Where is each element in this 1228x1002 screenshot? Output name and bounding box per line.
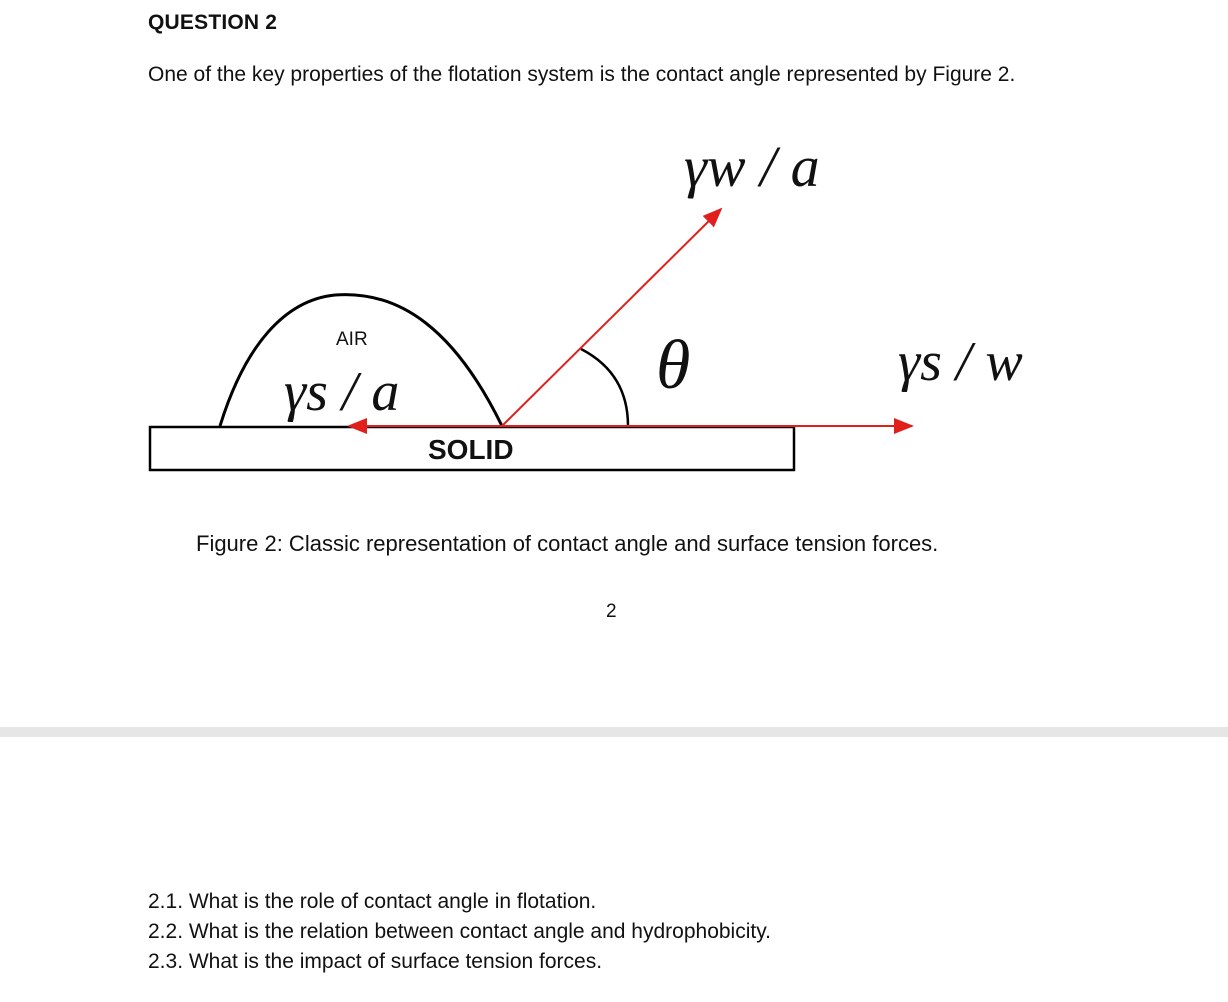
page-number: 2 <box>606 601 617 622</box>
label-air: AIR <box>336 329 368 350</box>
question-title: QUESTION 2 <box>148 11 278 34</box>
contact-angle-figure <box>0 120 1228 500</box>
label-solid: SOLID <box>428 434 514 465</box>
sub-question-item: 2.1. What is the role of contact angle in flotation. <box>148 890 597 913</box>
page-separator <box>0 727 1228 737</box>
sub-question-list <box>148 887 771 977</box>
label-gamma-sw: γs / w <box>898 331 1023 393</box>
sub-question-item: 2.2. What is the relation between contact angle and hydrophobicity. <box>148 920 771 943</box>
contact-angle-arc <box>581 349 628 426</box>
figure-caption: Figure 2: Classic representation of contact angle and surface tension forces. <box>196 531 939 556</box>
question-intro: One of the key properties of the flotation system is the contact angle represented by Figure 2. <box>148 63 1016 86</box>
label-gamma-sa: γs / a <box>284 361 400 423</box>
label-gamma-wa: γw / a <box>684 134 820 199</box>
label-theta: θ <box>656 327 691 404</box>
sub-question-item: 2.3. What is the impact of surface tension forces. <box>148 950 603 973</box>
